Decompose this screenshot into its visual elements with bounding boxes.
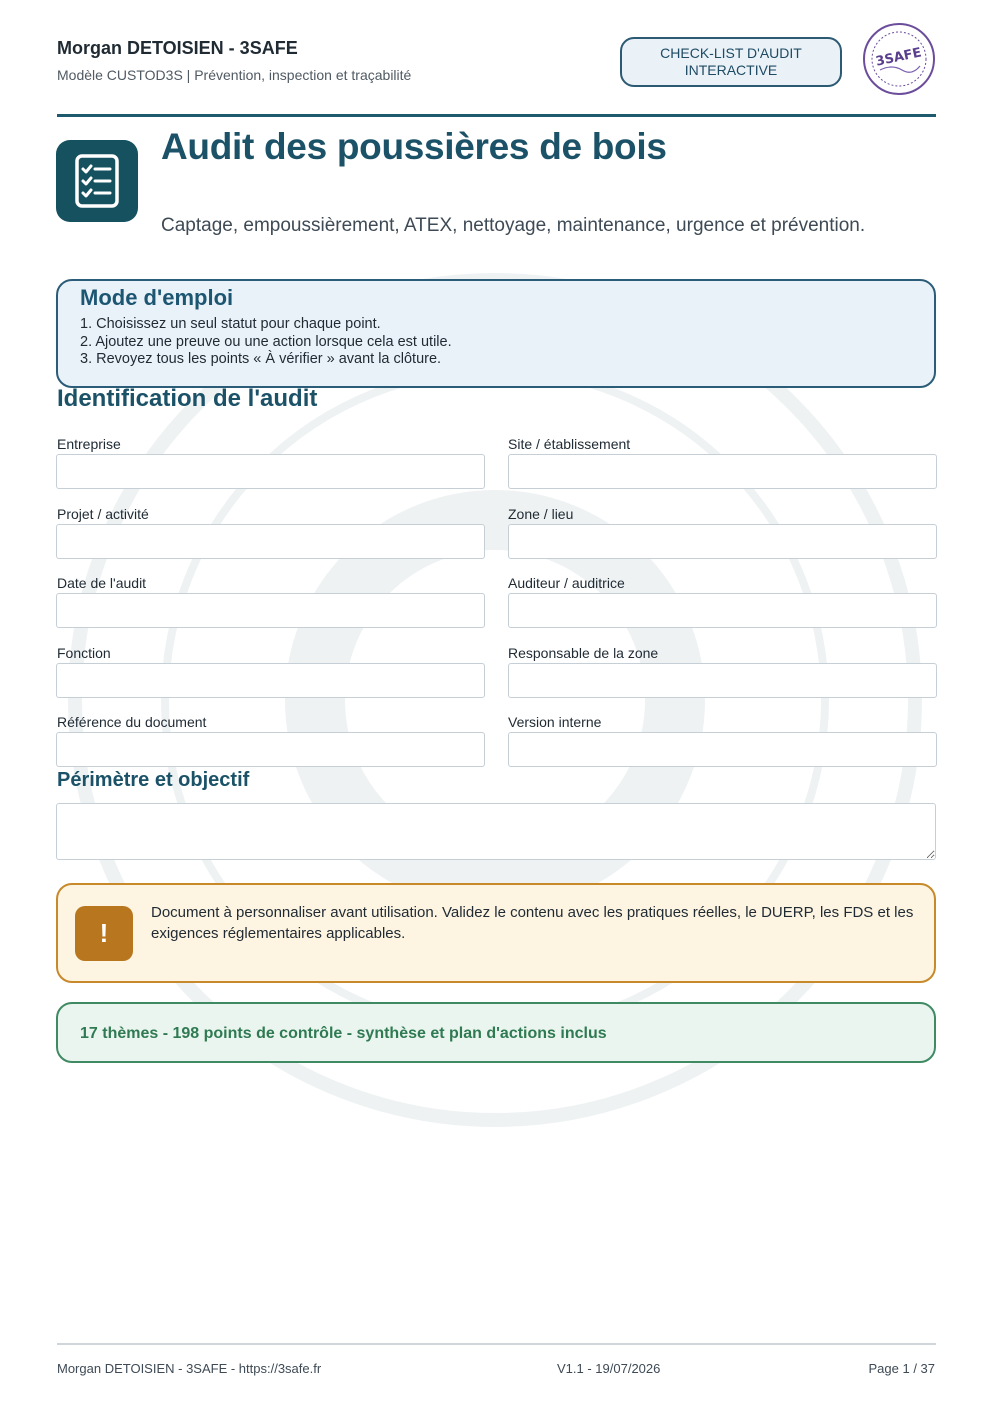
field-label-date: Date de l'audit xyxy=(57,575,147,591)
instruction-step: 1. Choisissez un seul statut pour chaque point. xyxy=(80,316,381,332)
field-label-reference: Référence du document xyxy=(57,714,207,730)
footer-page-number: Page 1 / 37 xyxy=(868,1361,935,1376)
checklist-badge xyxy=(620,37,842,87)
field-label-auditeur: Auditeur / auditrice xyxy=(508,575,625,591)
badge-line-1: CHECK-LIST D'AUDIT xyxy=(660,45,802,61)
field-label-site: Site / établissement xyxy=(508,436,631,452)
footer-divider xyxy=(57,1343,936,1345)
auditeur-field[interactable] xyxy=(508,593,937,628)
field-label-projet: Projet / activité xyxy=(57,506,149,522)
3safe-stamp-logo xyxy=(862,22,936,96)
entreprise-field[interactable] xyxy=(56,454,485,489)
instructions-title: Mode d'emploi xyxy=(80,285,234,310)
field-label-entreprise: Entreprise xyxy=(57,436,121,452)
instruction-step: 2. Ajoutez une preuve ou une action lorsque cela est utile. xyxy=(80,334,452,350)
reference-field[interactable] xyxy=(56,732,485,767)
field-label-version: Version interne xyxy=(508,714,602,730)
author-name: Morgan DETOISIEN - 3SAFE xyxy=(57,38,298,58)
identification-title: Identification de l'audit xyxy=(57,385,318,412)
page-title: Audit des poussières de bois xyxy=(161,126,667,167)
version-field[interactable] xyxy=(508,732,937,767)
model-subtitle: Modèle CUSTOD3S | Prévention, inspection et traçabilité xyxy=(57,67,412,83)
warning-icon: ! xyxy=(75,906,133,961)
header-divider xyxy=(57,114,936,117)
perimetre-title: Périmètre et objectif xyxy=(57,769,250,791)
instruction-step: 3. Revoyez tous les points « À vérifier » avant la clôture. xyxy=(80,351,442,367)
fonction-field[interactable] xyxy=(56,663,485,698)
perimetre-textarea[interactable] xyxy=(56,803,936,860)
field-label-fonction: Fonction xyxy=(57,645,111,661)
svg-text:3SAFE: 3SAFE xyxy=(874,45,923,70)
summary-text: 17 thèmes - 198 points de contrôle - synthèse et plan d'actions inclus xyxy=(80,1025,607,1042)
date-field[interactable] xyxy=(56,593,485,628)
checklist-icon xyxy=(56,140,138,222)
site-field[interactable] xyxy=(508,454,937,489)
warning-text: Document à personnaliser avant utilisation. Validez le contenu avec les pratiques réelles, le DUERP, les FDS et les exigences réglementaires applicables. xyxy=(151,904,914,942)
footer-author: Morgan DETOISIEN - 3SAFE - https://3safe.fr xyxy=(57,1361,322,1376)
field-label-zone: Zone / lieu xyxy=(508,506,574,522)
badge-line-2: INTERACTIVE xyxy=(684,62,778,78)
responsable-field[interactable] xyxy=(508,663,937,698)
footer-version: V1.1 - 19/07/2026 xyxy=(557,1361,661,1376)
zone-field[interactable] xyxy=(508,524,937,559)
projet-field[interactable] xyxy=(56,524,485,559)
field-label-responsable: Responsable de la zone xyxy=(508,645,659,661)
page-subtitle: Captage, empoussièrement, ATEX, nettoyage, maintenance, urgence et prévention. xyxy=(161,215,866,236)
